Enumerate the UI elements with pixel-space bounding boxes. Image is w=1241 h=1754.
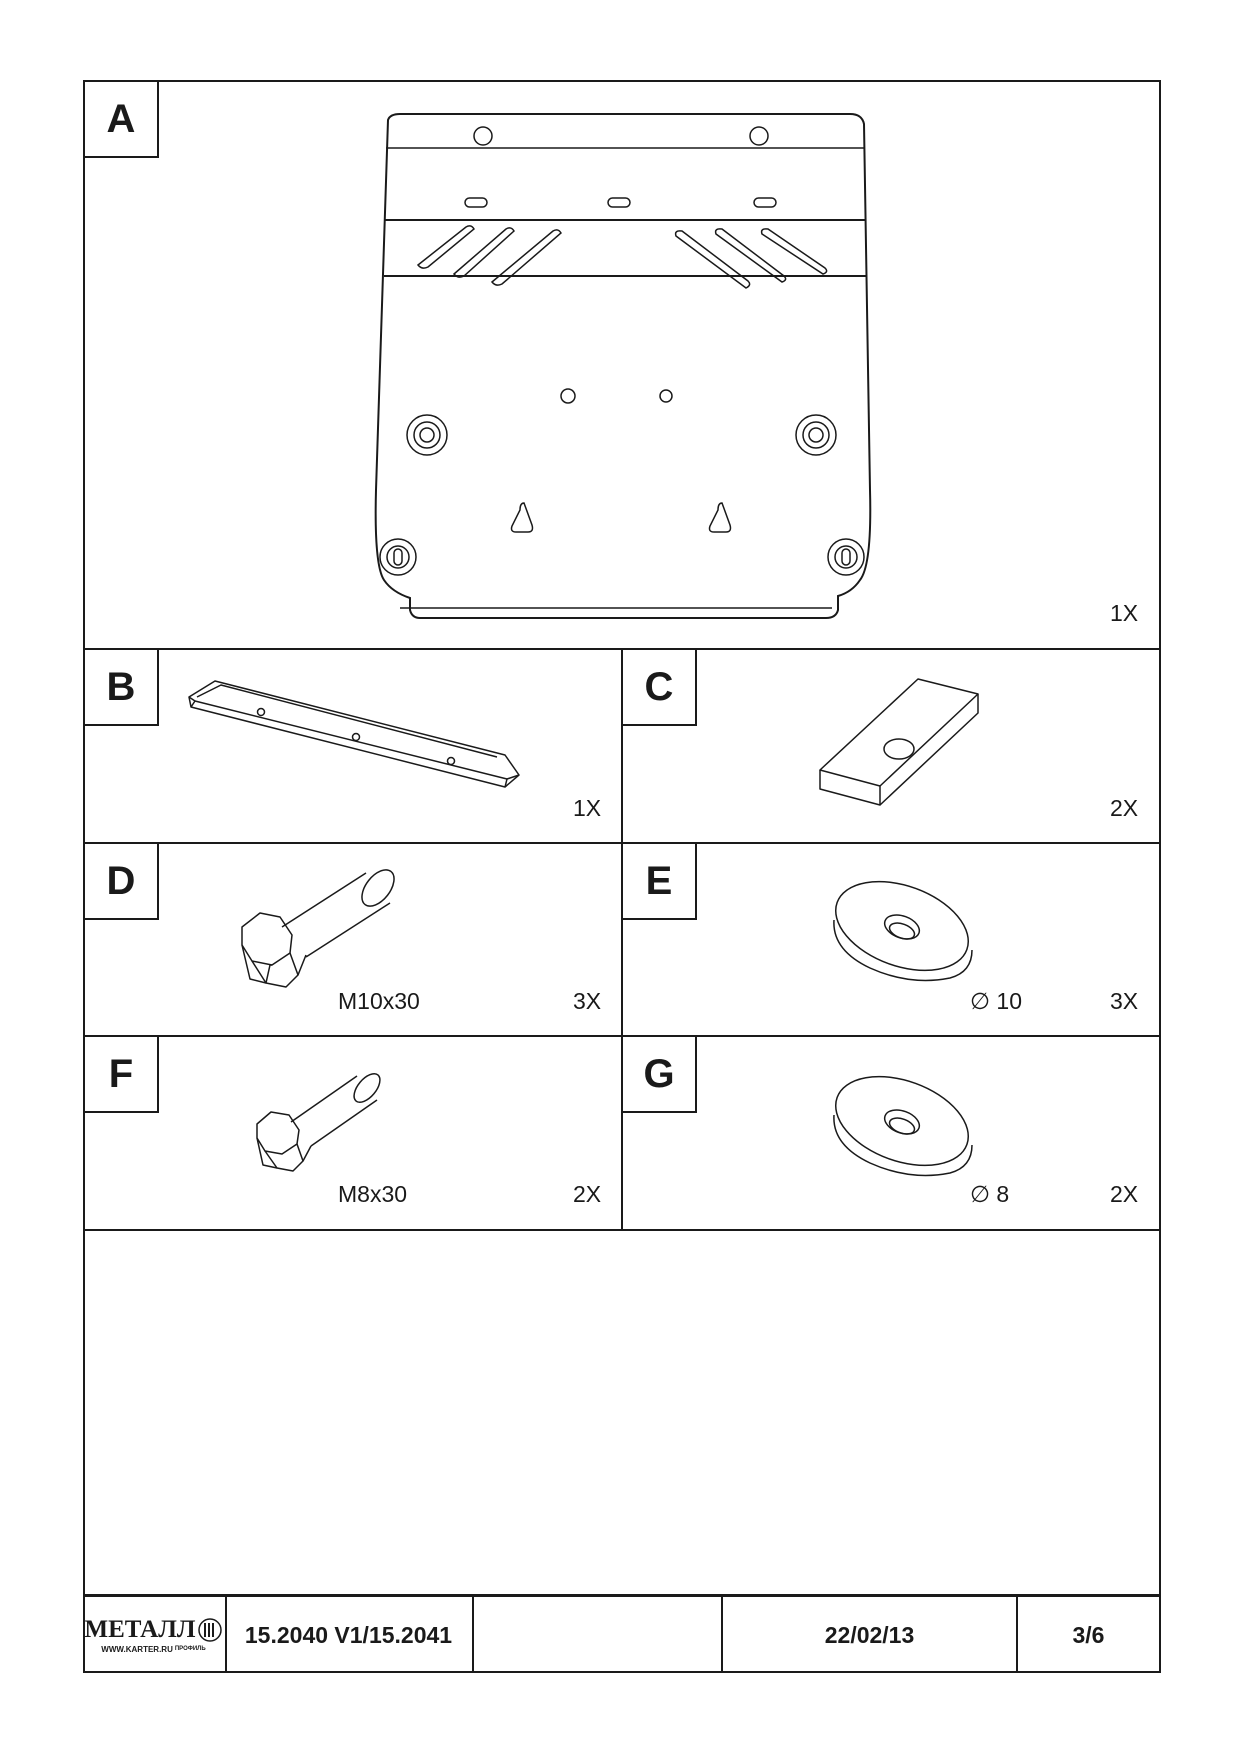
part-e-letter: E bbox=[623, 844, 697, 920]
logo-badge-text: ПРОФИЛЬ bbox=[174, 1646, 206, 1652]
washer-10-drawing bbox=[830, 880, 975, 990]
part-d-letter: D bbox=[85, 844, 159, 920]
part-g-quantity: 2X bbox=[1110, 1181, 1139, 1207]
part-f-letter: F bbox=[85, 1037, 159, 1113]
washer-8-drawing bbox=[830, 1075, 975, 1185]
bolt-m10-drawing bbox=[240, 865, 400, 1000]
part-d-size: M10x30 bbox=[338, 988, 420, 1014]
company-logo bbox=[83, 1597, 224, 1673]
part-g-letter: G bbox=[623, 1037, 697, 1113]
title-sep-1 bbox=[225, 1594, 227, 1673]
divider-columns bbox=[621, 648, 623, 1230]
logo-url: WWW.KARTER.RU bbox=[101, 1644, 173, 1654]
skid-plate-drawing bbox=[370, 110, 870, 620]
logo-badge-icon bbox=[197, 1617, 223, 1643]
part-a-letter: A bbox=[85, 82, 159, 158]
bolt-m8-drawing bbox=[255, 1070, 385, 1180]
document-date: 22/02/13 bbox=[824, 1621, 915, 1648]
empty-field bbox=[473, 1597, 720, 1673]
part-b-letter: B bbox=[85, 650, 159, 726]
part-e-diameter: ∅ 10 bbox=[970, 988, 1023, 1014]
article-number: 15.2040 V1/15.2041 bbox=[244, 1621, 453, 1648]
part-d-quantity: 3X bbox=[573, 988, 602, 1014]
part-c-letter: C bbox=[623, 650, 697, 726]
part-c-quantity: 2X bbox=[1110, 795, 1139, 821]
mounting-bracket-drawing bbox=[185, 675, 525, 790]
part-e-quantity: 3X bbox=[1110, 988, 1139, 1014]
part-f-quantity: 2X bbox=[573, 1181, 602, 1207]
part-f-size: M8x30 bbox=[338, 1181, 408, 1207]
part-a-quantity: 1X bbox=[1110, 600, 1139, 626]
title-sep-4 bbox=[1016, 1594, 1018, 1673]
title-sep-2 bbox=[472, 1594, 474, 1673]
page-number: 3/6 bbox=[1072, 1621, 1105, 1648]
title-block bbox=[83, 1594, 1161, 1673]
logo-wordmark: МЕТАЛЛ bbox=[84, 1616, 196, 1643]
spacer-plate-drawing bbox=[818, 675, 983, 810]
part-g-diameter: ∅ 8 bbox=[970, 1181, 1010, 1207]
title-sep-3 bbox=[721, 1594, 723, 1673]
part-b-quantity: 1X bbox=[573, 795, 602, 821]
